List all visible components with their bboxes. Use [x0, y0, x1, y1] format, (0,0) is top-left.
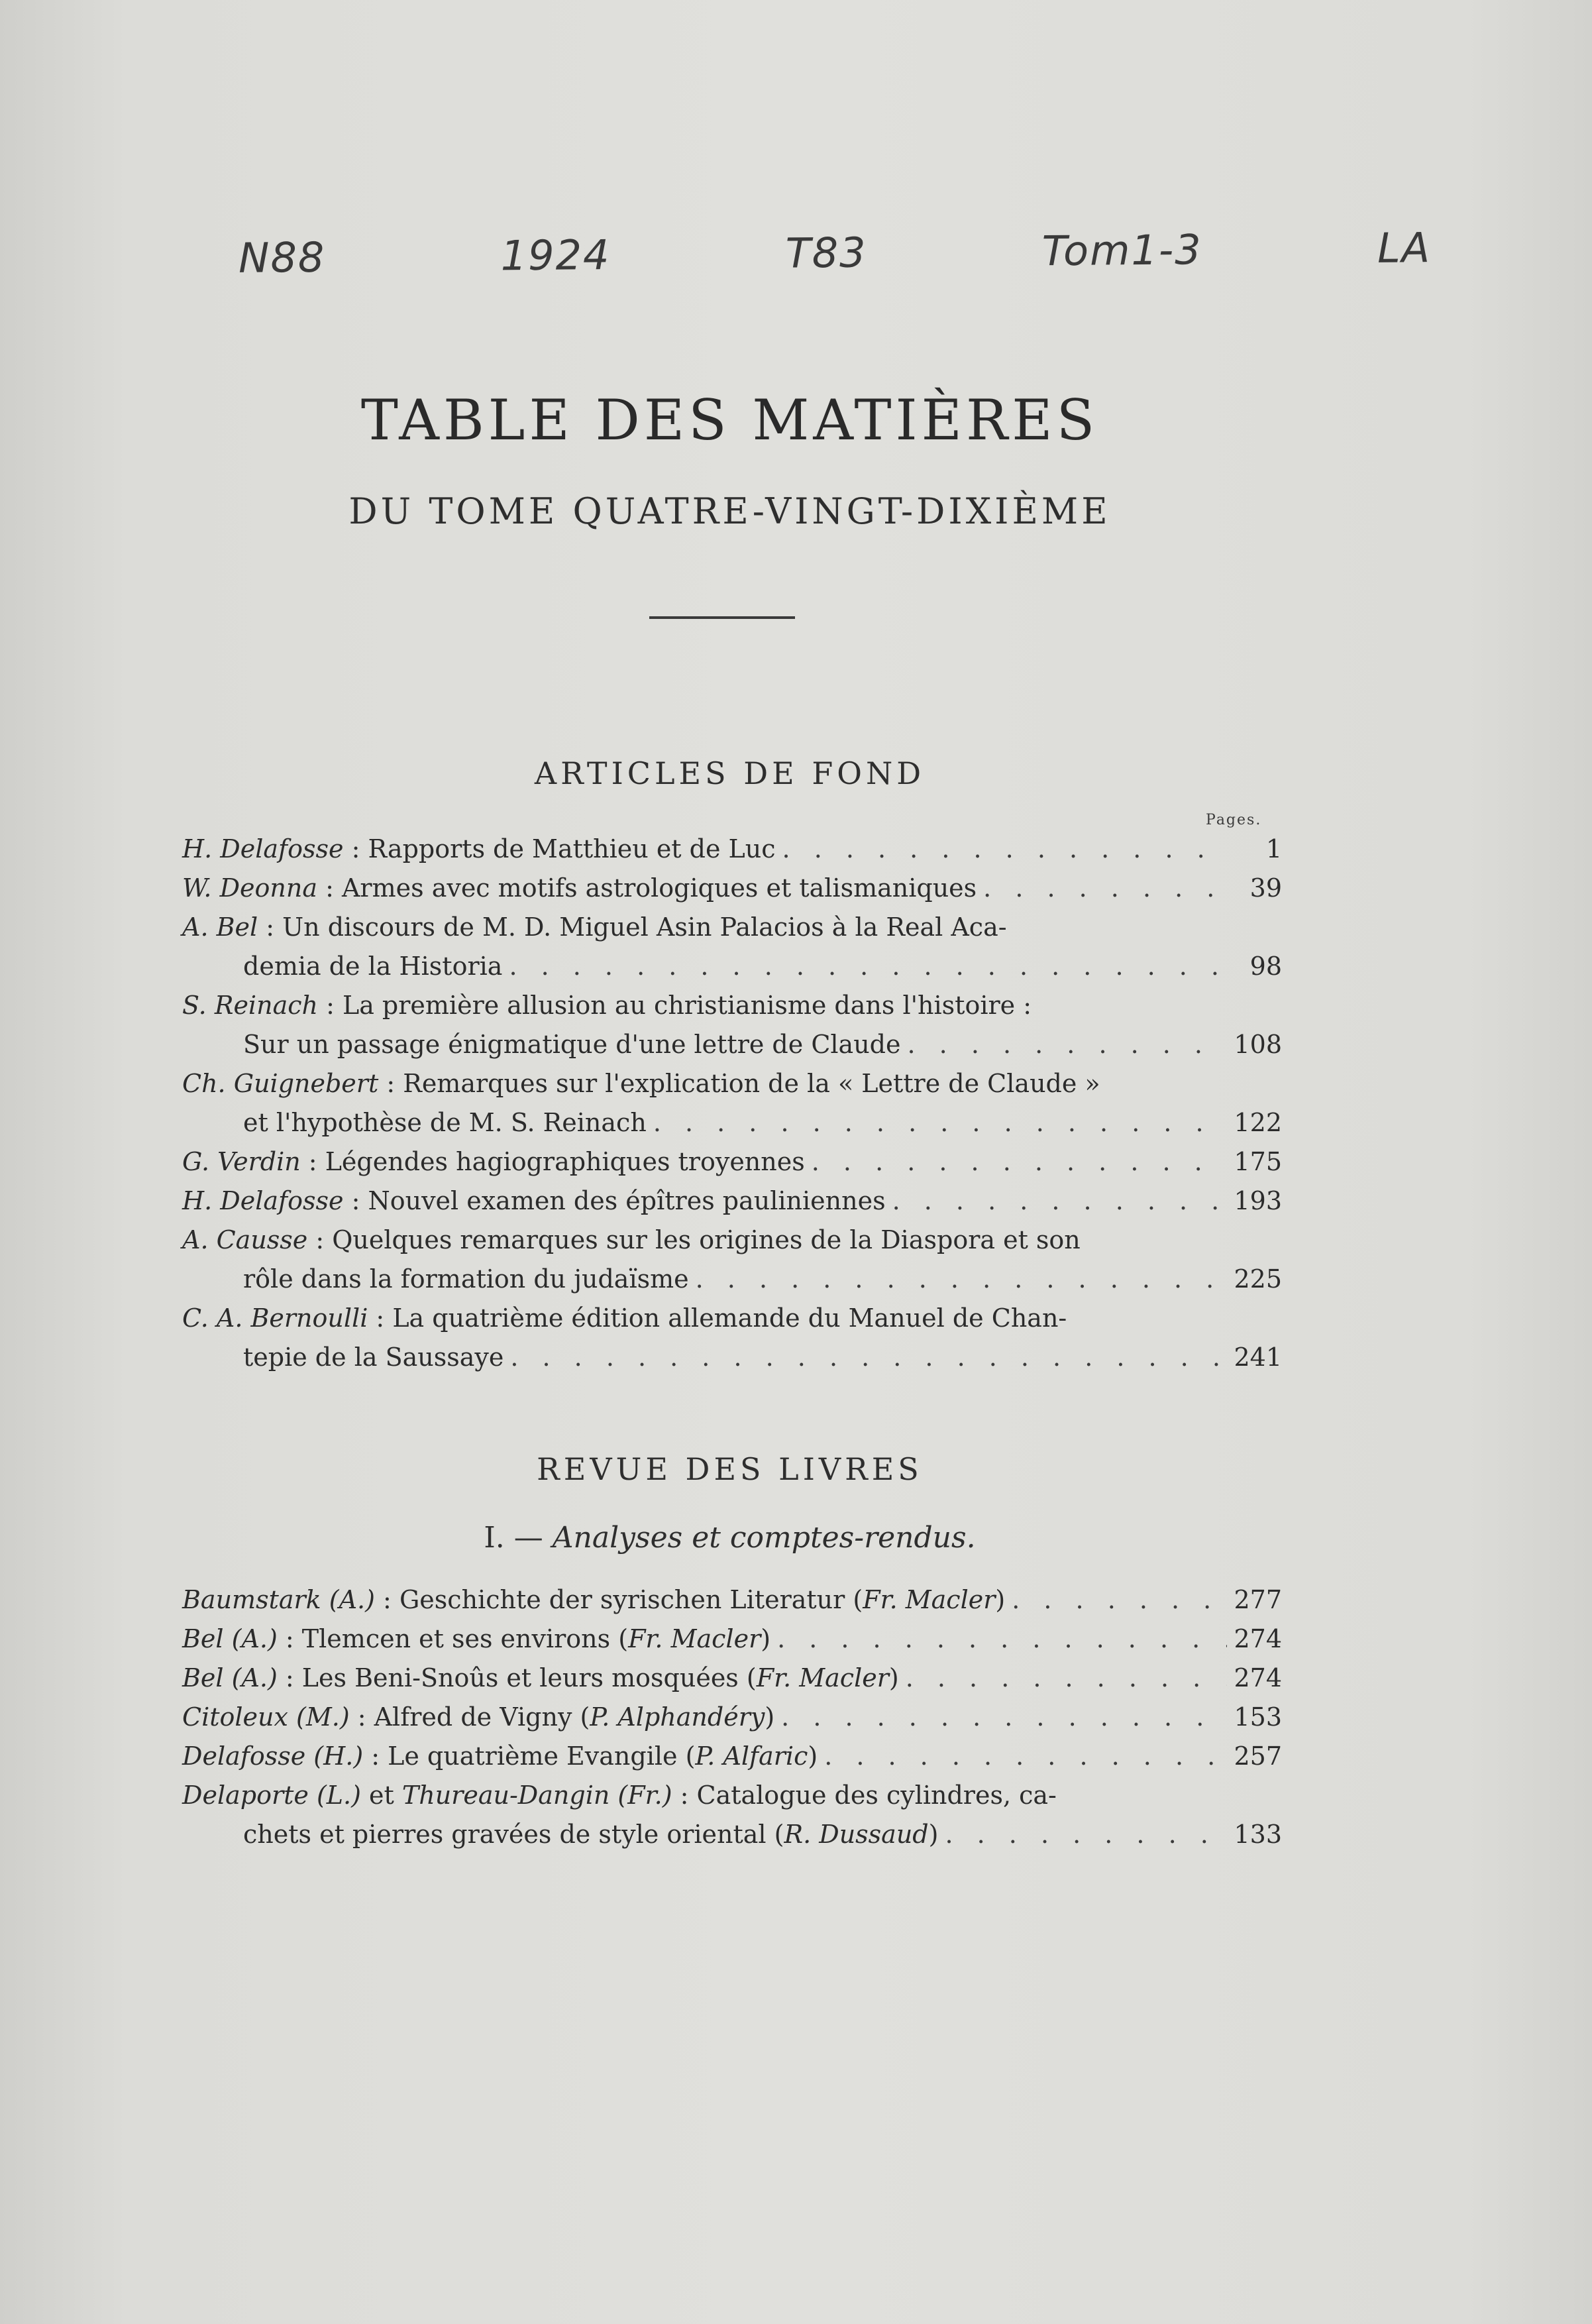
- entry-title: Tlemcen et ses environs: [301, 1624, 611, 1653]
- leader-dots: [782, 830, 1229, 869]
- entry-author: H. Delafosse: [182, 834, 344, 863]
- divider: [649, 616, 795, 619]
- entry-author: A. Bel: [182, 913, 258, 942]
- entry-reviewer: Fr. Macler: [756, 1663, 889, 1692]
- entry-author: W. Deonna: [182, 873, 318, 903]
- handwritten-note: LA: [1377, 223, 1432, 272]
- entry-author: Bel (A.): [182, 1663, 278, 1692]
- list-item: A. Causse : Quelques remarques sur les origines de la Diaspora et son rôle dans la formation du judaïsme . . . 225: [182, 1221, 1282, 1299]
- entry-page: 122: [1234, 1108, 1282, 1137]
- page-subtitle: DU TOME QUATRE-VINGT-DIXIÈME: [348, 490, 1111, 532]
- entry-author: G. Verdin: [182, 1147, 301, 1176]
- entry-title-continued: et l'hypothèse de M. S. Reinach: [243, 1108, 647, 1137]
- entry-page: 98: [1249, 952, 1282, 981]
- entry-reviewer: Fr. Macler: [863, 1585, 996, 1614]
- entry-title: La première allusion au christianisme dans l'histoire :: [342, 991, 1032, 1020]
- subsection-title: [0, 1521, 1459, 1555]
- section-title-articles: ARTICLES DE FOND: [534, 755, 926, 791]
- entry-author: Delafosse (H.): [182, 1742, 364, 1771]
- entry-author: Baumstark (A.): [182, 1585, 375, 1614]
- leader-dots: [906, 1659, 1228, 1698]
- entry-author: Citoleux (M.): [182, 1702, 350, 1732]
- entry-page: 241: [1234, 1343, 1282, 1372]
- leader-dots: [892, 1182, 1228, 1221]
- entry-title-continued: demia de la Historia: [243, 952, 503, 981]
- list-item: Delaporte (L.) et Thureau-Dangin (Fr.) : Catalogue des cylindres, ca- chets et pierres gravées de style oriental (R. Dussaud) . . . 133: [182, 1776, 1282, 1854]
- list-item: S. Reinach : La première allusion au christianisme dans l'histoire : Sur un passage énigmatique d'une lettre de Claude . . . 108: [182, 986, 1282, 1064]
- entry-title: Légendes hagiographiques troyennes: [325, 1147, 805, 1176]
- entry-title: Catalogue des cylindres, ca-: [696, 1781, 1057, 1810]
- entry-title-continued: Sur un passage énigmatique d'une lettre de Claude: [243, 1030, 901, 1059]
- handwritten-note: N88: [238, 233, 326, 282]
- entry-reviewer: Fr. Macler: [628, 1624, 761, 1653]
- entry-title: Un discours de M. D. Miguel Asin Palacios à la Real Aca-: [282, 913, 1007, 942]
- list-item: Bel (A.) : Tlemcen et ses environs (Fr. Macler) . . . 274: [182, 1620, 1282, 1659]
- leader-dots: [509, 947, 1229, 986]
- entry-author: C. A. Bernoulli: [182, 1303, 368, 1333]
- leader-dots: [824, 1737, 1227, 1776]
- entry-page: 277: [1234, 1585, 1282, 1614]
- list-item: Delafosse (H.) : Le quatrième Evangile (P. Alfaric) . . . 257: [182, 1737, 1282, 1776]
- entry-conjunction: et: [369, 1781, 394, 1810]
- subsection-label: Analyses et comptes-rendus.: [552, 1521, 976, 1555]
- list-item: Bel (A.) : Les Beni-Snoûs et leurs mosquées (Fr. Macler) . . . 274: [182, 1659, 1282, 1698]
- handwritten-shelfmark: [239, 223, 1432, 282]
- pages-column-label: Pages.: [1206, 812, 1262, 828]
- list-item: H. Delafosse : Nouvel examen des épîtres pauliniennes . . . 193: [182, 1182, 1282, 1221]
- entry-page: 274: [1234, 1624, 1282, 1653]
- entry-page: 133: [1234, 1820, 1282, 1849]
- entry-page: 257: [1234, 1742, 1282, 1771]
- entry-author: H. Delafosse: [182, 1186, 344, 1215]
- handwritten-note: Tom1-3: [1041, 225, 1202, 276]
- leader-dots: [945, 1815, 1227, 1854]
- list-item: Ch. Guignebert : Remarques sur l'explication de la « Lettre de Claude » et l'hypothèse de M. S. Reinach . . . 122: [182, 1064, 1282, 1142]
- entry-title: Armes avec motifs astrologiques et talismaniques: [341, 873, 977, 903]
- entry-page: 1: [1265, 834, 1282, 863]
- leader-dots: [696, 1260, 1228, 1299]
- entry-page: 153: [1234, 1702, 1282, 1732]
- entry-page: 39: [1249, 873, 1282, 903]
- leader-dots: [781, 1698, 1227, 1737]
- entry-title: Les Beni-Snoûs et leurs mosquées: [301, 1663, 739, 1692]
- list-item: H. Delafosse : Rapports de Matthieu et de Luc . . . 1: [182, 830, 1282, 869]
- entry-author: Bel (A.): [182, 1624, 278, 1653]
- entry-author: Thureau-Dangin (Fr.): [401, 1781, 672, 1810]
- entry-page: 108: [1234, 1030, 1282, 1059]
- list-item: Citoleux (M.) : Alfred de Vigny (P. Alphandéry) . . . 153: [182, 1698, 1282, 1737]
- entry-page: 175: [1234, 1147, 1282, 1176]
- entry-author: Ch. Guignebert: [182, 1069, 379, 1098]
- leader-dots: [812, 1142, 1228, 1182]
- entry-title-continued: chets et pierres gravées de style oriental: [243, 1820, 767, 1849]
- leader-dots: [983, 869, 1229, 908]
- entry-page: 274: [1234, 1663, 1282, 1692]
- list-item: G. Verdin : Légendes hagiographiques troyennes . . . 175: [182, 1142, 1282, 1182]
- entry-title: Geschichte der syrischen Literatur: [399, 1585, 845, 1614]
- entry-title: Nouvel examen des épîtres pauliniennes: [368, 1186, 886, 1215]
- leader-dots: [908, 1025, 1228, 1064]
- page-title: TABLE DES MATIÈRES: [360, 388, 1099, 453]
- entry-reviewer: R. Dussaud: [784, 1820, 929, 1849]
- entry-title-continued: tepie de la Saussaye: [243, 1343, 504, 1372]
- entry-author: S. Reinach: [182, 991, 318, 1020]
- section-title-reviews: REVUE DES LIVRES: [537, 1451, 923, 1487]
- articles-list: [182, 830, 1282, 1377]
- entry-title: La quatrième édition allemande du Manuel de Chan-: [392, 1303, 1067, 1333]
- entry-title: Quelques remarques sur les origines de la Diaspora et son: [332, 1225, 1081, 1254]
- entry-title: Remarques sur l'explication de la « Lettre de Claude »: [403, 1069, 1100, 1098]
- subsection-number: I. —: [484, 1521, 543, 1555]
- entry-title: Rapports de Matthieu et de Luc: [368, 834, 776, 863]
- list-item: A. Bel : Un discours de M. D. Miguel Asin Palacios à la Real Aca- demia de la Historia . . . 98: [182, 908, 1282, 986]
- list-item: Baumstark (A.) : Geschichte der syrischen Literatur (Fr. Macler) . . . 277: [182, 1580, 1282, 1620]
- handwritten-note: 1924: [500, 230, 611, 280]
- reviews-list: [182, 1580, 1282, 1854]
- entry-page: 225: [1234, 1264, 1282, 1294]
- entry-author: Delaporte (L.): [182, 1781, 361, 1810]
- entry-title: Le quatrième Evangile: [388, 1742, 678, 1771]
- list-item: C. A. Bernoulli : La quatrième édition allemande du Manuel de Chan- tepie de la Saussaye . . . 241: [182, 1299, 1282, 1377]
- leader-dots: [653, 1103, 1228, 1142]
- entry-title: Alfred de Vigny: [374, 1702, 572, 1732]
- leader-dots: [510, 1338, 1227, 1377]
- entry-page: 193: [1234, 1186, 1282, 1215]
- entry-author: A. Causse: [182, 1225, 308, 1254]
- handwritten-note: T83: [785, 228, 867, 278]
- entry-reviewer: P. Alfaric: [695, 1742, 808, 1771]
- list-item: W. Deonna : Armes avec motifs astrologiques et talismaniques . . . 39: [182, 869, 1282, 908]
- leader-dots: [1012, 1580, 1227, 1620]
- entry-reviewer: P. Alphandéry: [590, 1702, 765, 1732]
- leader-dots: [777, 1620, 1227, 1659]
- entry-title-continued: rôle dans la formation du judaïsme: [243, 1264, 689, 1294]
